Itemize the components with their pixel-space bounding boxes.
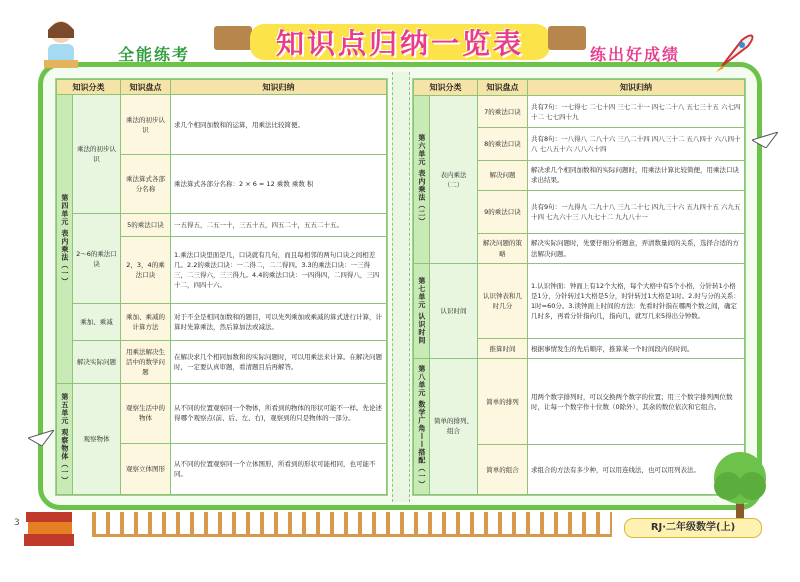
unit-label: 第五单元 观察物体（一）	[57, 384, 73, 495]
point-cell: 7的乘法口诀	[478, 96, 528, 128]
point-cell: 认识钟表和几时几分	[478, 264, 528, 339]
content-cell: 解决实际问题时，先要仔细分析题意，弄清数量间的关系，选择合适的方法解决问题。	[528, 233, 745, 263]
point-cell: 8的乘法口诀	[478, 128, 528, 160]
slogan-left: 全能练考	[118, 45, 191, 64]
content-cell: 一五得五，二五一十，三五十五，四五二十，五五二十五。	[171, 214, 387, 237]
point-cell: 9的乘法口诀	[478, 190, 528, 233]
right-table	[413, 79, 745, 495]
col-header: 知识归纳	[171, 80, 387, 95]
content-cell: 乘法算式各部分名称：2 × 6 = 12 乘数 乘数 积	[171, 154, 387, 213]
unit-label: 第四单元 表内乘法（一）	[57, 95, 73, 384]
content-cell: 从不同的位置观察同一个物体，所看到的物体的形状可能不一样。先论述得哪个观察点(前、后、左、右)，观察到的只是物体的一部分。	[171, 384, 387, 443]
content-cell: 求几个相同加数和的运算，用乘法比较简便。	[171, 95, 387, 154]
unit-label: 第六单元 表内乘法（二）	[414, 96, 430, 264]
content-cell: 1.认识钟面：钟面上有12个大格，每个大格中有5个小格，分针转1小格是1分，分针转过1大格是5分，时针转过1大格是1时。2.时与分的关系：1时=60分。3.读钟面上时间的方法：先看时针指在哪两个数之间，确定几时多，再看分针指向几，指向几，就写几来5得出分钟数。	[528, 264, 745, 339]
point-cell: 观察生活中的物体	[121, 384, 171, 443]
point-cell: 用乘法解决生活中的数学问题	[121, 341, 171, 384]
content-cell: 在解决求几个相同加数和的实际问题时，可以用乘法来计算。在解决问题时，一定要认真审题，看清题目后再解答。	[171, 341, 387, 384]
page-number: 3	[14, 518, 20, 528]
table-row	[57, 384, 387, 443]
books-stack-icon	[22, 508, 78, 548]
point-cell: 2，3，4的乘法口诀	[121, 236, 171, 304]
content-cell: 求组合的方法有多少种，可以用连线法，也可以用列表法。	[528, 445, 745, 495]
category-cell: 2～6的乘法口诀	[73, 214, 121, 304]
col-header: 知识分类	[414, 80, 478, 96]
point-cell: 乘法算式各部分名称	[121, 154, 171, 213]
col-header: 知识盘点	[478, 80, 528, 96]
content-cell: 解决求几个相同加数和的实际问题时，用乘法计算比较简便，用乘法口诀求出结果。	[528, 160, 745, 190]
content-cell: 共有7句：一七得七 二七十四 三七二十一 四七二十八 五七三十五 六七四十二 七七四十九	[528, 96, 745, 128]
left-page	[55, 78, 388, 496]
point-cell: 5的乘法口诀	[121, 214, 171, 237]
point-cell: 推算时间	[478, 339, 528, 358]
rocket-icon	[712, 30, 758, 76]
category-cell: 简单的排列、组合	[430, 358, 478, 494]
category-cell: 解决实际问题	[73, 341, 121, 384]
col-header: 知识盘点	[121, 80, 171, 95]
point-cell: 简单的排列	[478, 358, 528, 445]
point-cell: 观察立体图形	[121, 443, 171, 494]
point-cell: 解决问题的策略	[478, 233, 528, 263]
table-row	[57, 304, 387, 341]
category-cell: 乘加、乘减	[73, 304, 121, 341]
table-header-row	[57, 80, 387, 95]
unit-label: 第七单元 认识时间	[414, 264, 430, 359]
point-cell: 解决问题	[478, 160, 528, 190]
category-cell: 认识时间	[430, 264, 478, 359]
category-cell: 表内乘法（二）	[430, 96, 478, 264]
unit-label: 第八单元 数学广角——搭配（一）	[414, 358, 430, 494]
paper-plane-icon	[752, 132, 778, 148]
content-cell: 共有9句：一九得九 二九十八 三九二十七 四九三十六 五九四十五 六九五十四 七九六十三 八九七十二 九九八十一	[528, 190, 745, 233]
left-table	[56, 79, 387, 495]
content-cell: 共有8句：一八得八 二八十六 三八二十四 四八三十二 五八四十 六八四十八 七八五十六 八八六十四	[528, 128, 745, 160]
fence-decoration	[92, 512, 612, 537]
content-cell: 从不同的位置观察同一个立体图形，所看到的形状可能相同，也可能不同。	[171, 443, 387, 494]
content-cell: 1.乘法口诀里面是几，口诀就有几句，而且每相邻的两句口诀之间相差几。2.2的乘法口诀：一二得二，二二得四。3.3的乘法口诀：一三得三，二三得六，三三得九。4.4的乘法口诀：一四得四，二四得八，三四十二，四四十六。	[171, 236, 387, 304]
point-cell: 乘加、乘减的计算方法	[121, 304, 171, 341]
paper-plane-icon	[28, 430, 54, 446]
content-cell: 对于不全是相同加数和的题目，可以先列乘加或乘减的算式进行计算，计算时先算乘法，然后算加法或减法。	[171, 304, 387, 341]
table-row	[57, 95, 387, 154]
col-header: 知识分类	[57, 80, 121, 95]
category-cell: 乘法的初步认识	[73, 95, 121, 214]
book-label: RJ·二年级数学(上)	[624, 518, 762, 538]
col-header: 知识归纳	[528, 80, 745, 96]
girl-reading-illustration	[34, 16, 88, 72]
book-spine	[392, 72, 410, 502]
table-row	[57, 341, 387, 384]
point-cell: 简单的组合	[478, 445, 528, 495]
table-row	[414, 264, 745, 339]
content-cell: 根据事情发生的先后顺序，推算某一个时间段内的时间。	[528, 339, 745, 358]
content-cell: 用两个数字排列时，可以交换两个数字的位置；用三个数字排列两位数时，让每一个数字作十位数（0除外），其余的数位依次和它组合。	[528, 358, 745, 445]
header	[0, 6, 800, 62]
page-title: 知识点归纳一览表	[275, 27, 524, 60]
category-cell: 观察物体	[73, 384, 121, 495]
signpost-icon	[548, 26, 586, 50]
table-row	[414, 358, 745, 445]
table-header-row	[414, 80, 745, 96]
table-row	[414, 96, 745, 128]
table-row	[57, 214, 387, 237]
slogan-right: 练出好成绩	[590, 45, 681, 64]
right-page	[412, 78, 746, 496]
point-cell: 乘法的初步认识	[121, 95, 171, 154]
